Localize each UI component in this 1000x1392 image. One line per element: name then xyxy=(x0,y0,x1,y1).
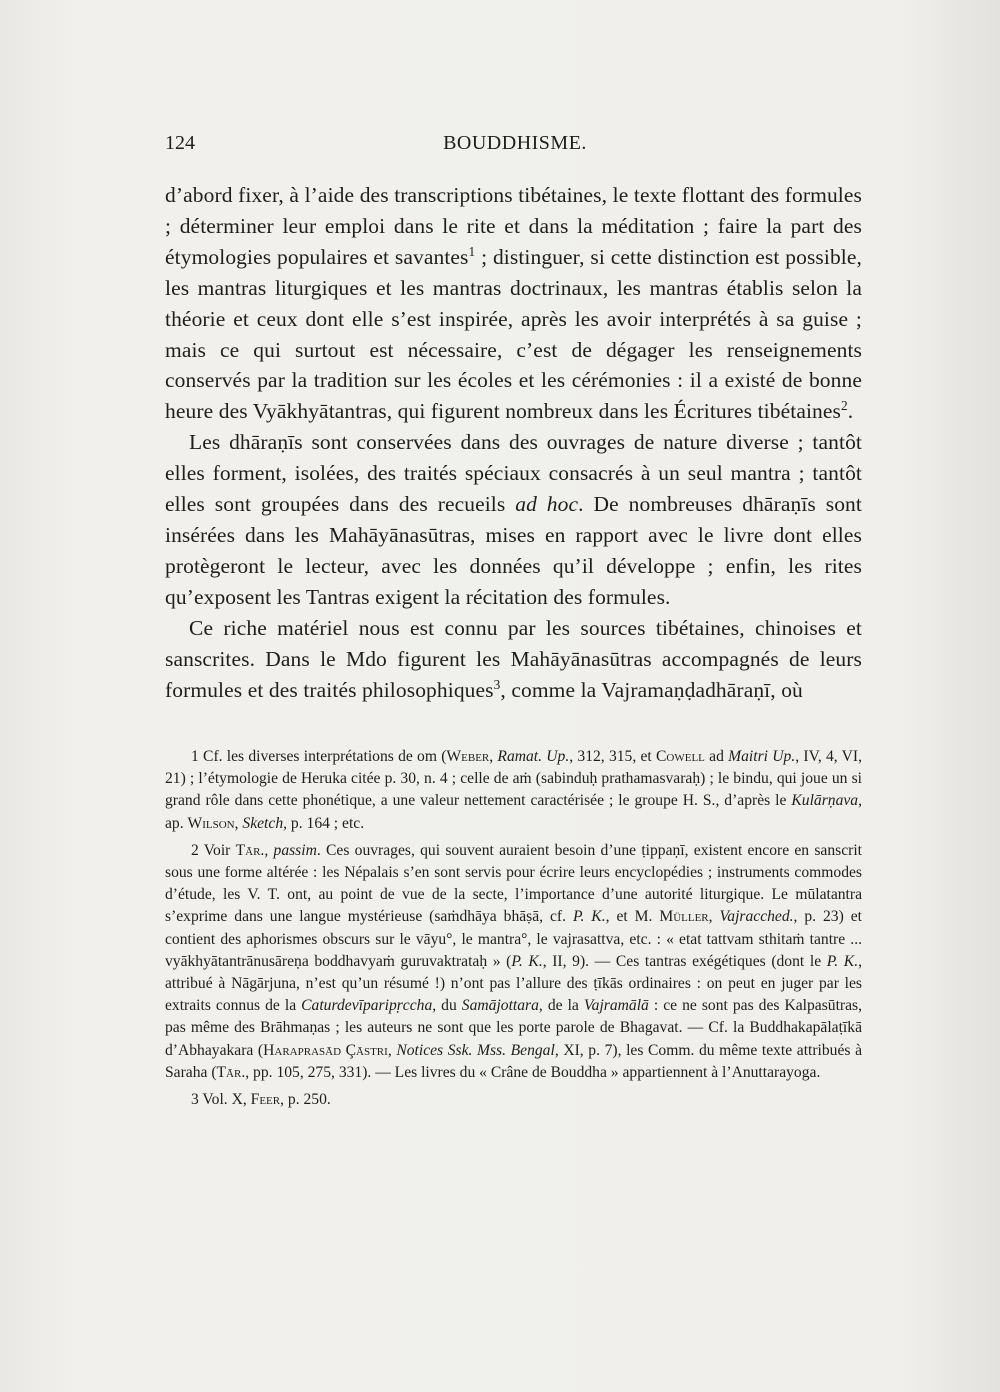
text-span: d’abord fixer, à l’aide des transcriptions tibétaines, le texte flottant des formules ; déterminer leur emploi dans le rite et dans la méditation ; faire la part des étymologies populaires et savantes xyxy=(165,183,862,269)
work-title: Caturdevīparipṛccha xyxy=(301,997,433,1015)
main-text xyxy=(165,180,862,705)
text-span: , XI, p. 7), les Comm. du même texte attribués à Saraha ( xyxy=(165,1041,862,1081)
author-name: Haraprasād Çāstri xyxy=(263,1041,388,1059)
text-span: , pp. 105, 275, 331). — Les livres du « Crâne de Bouddha » appartiennent à l’Anuttarayoga. xyxy=(245,1063,821,1081)
work-title: Vajracched. xyxy=(719,908,794,926)
author-name: Wilson xyxy=(187,814,235,832)
running-title: BOUDDHISME. xyxy=(443,132,587,154)
text-span: , xyxy=(264,841,274,859)
work-title: Notices Ssk. Mss. Bengal xyxy=(396,1041,555,1059)
footnote-ref-1: 1 xyxy=(468,243,476,259)
italic-span: passim xyxy=(273,841,317,859)
paragraph-1 xyxy=(165,180,862,427)
text-span: ; distinguer, si cette distinction est possible, les mantras liturgiques et les mantras doctrinaux, les mantras établis selon la théorie et ceux dont elle s’est inspirée, après les avoir interprétés à sa guise ; mais ce qui surtout est nécessaire, c’est de dégager les renseignements conservés par la tradition sur les écoles et les cérémonies : il a existé de bonne heure des Vyākhyātantras, qui figurent nombreux dans les Écritures tibétaines xyxy=(165,244,862,424)
author-name: Feer xyxy=(250,1091,281,1109)
footnote-number: 3 xyxy=(191,1091,199,1109)
author-name: Cowell xyxy=(656,748,705,765)
work-title: P. K. xyxy=(572,908,606,926)
text-span: , attribué à Nāgārjuna, n’est qu’un résumé !) n’ont pas l’allure des ṭīkās ordinaires : on peut en juger par les extraits connus de la xyxy=(165,952,862,1015)
page-header xyxy=(165,132,865,160)
footnote-number: 1 xyxy=(191,748,199,765)
text-span: , p. 250. xyxy=(280,1091,331,1109)
work-title: Ramat. Up. xyxy=(497,748,570,765)
footnote-1 xyxy=(165,746,862,835)
footnote-ref-2: 2 xyxy=(841,398,848,414)
footnote-3 xyxy=(165,1089,862,1111)
paragraph-2 xyxy=(165,427,862,612)
work-title: P. K. xyxy=(511,952,543,970)
text-span: , p. 23) et contient des aphorismes obscurs sur le vāyu°, le mantra°, le vajrasattva, etc. : « etat tattvam sthitaṁ tantre ... vyākhyātantrānusāreṇa boddhavyaṁ guruvaktrataḥ » ( xyxy=(165,908,862,970)
text-span: , ap. xyxy=(165,792,862,832)
page-number: 124 xyxy=(165,132,195,154)
footnote-2 xyxy=(165,840,862,1084)
text-span: : ce ne sont pas des Kalpasūtras, pas même des Brāhmaṇas ; les auteurs ne sont que les porte parole de Bhagavat. — Cf. la Buddhakapālaṭīkā d’Abhayakara ( xyxy=(165,997,862,1059)
text-span: , et M. xyxy=(605,908,660,926)
text-span: ad xyxy=(704,748,729,765)
work-title: Samājottara xyxy=(461,997,539,1015)
footnotes xyxy=(165,746,862,1116)
work-title: Vajramālā xyxy=(583,997,649,1015)
text-span: , xyxy=(234,814,243,832)
text-span: , IV, 4, VI, 21) ; l’étymologie de Heruka citée p. 30, n. 4 ; celle de aṁ (sabinduḥ prathamasvaraḥ) ; le bindu, qui joue un si grand rôle dans cette phonétique, a une valeur nettement caractérisée ; le groupe H. S., d’après le xyxy=(165,748,862,810)
text-span: , xyxy=(387,1041,397,1059)
author-name: Weber xyxy=(446,748,490,765)
paragraph-3 xyxy=(165,613,862,706)
work-title: Maitri Up. xyxy=(728,748,796,765)
italic-span: ad hoc xyxy=(515,492,579,517)
author-name: Müller xyxy=(659,908,709,926)
text-span: , de la xyxy=(538,997,584,1015)
text-span: , II, 9). — Ces tantras exégétiques (dont le xyxy=(542,952,827,970)
text-span: . Ces ouvrages, qui souvent auraient besoin d’une ṭippaṇī, existent encore en sanscrit sous une forme altérée : les Népalais s’en sont servis pour écrire leurs encyclopédies ; instruments commodes d’étude, les V. T. ont, au point de vue de la secte, l’importance d’une autorité liturgique. Le mūlatantra s’exprime dans une langue mystérieuse (saṁdhāya bhāṣā, cf. xyxy=(165,841,862,926)
abbreviation: Tār. xyxy=(216,1063,246,1081)
text-span: , p. 164 ; etc. xyxy=(283,814,365,832)
text-span: , xyxy=(489,748,498,765)
text-span: Vol. X, xyxy=(198,1091,251,1109)
text-span: , 312, 315, et xyxy=(569,748,657,765)
work-title: Sketch xyxy=(242,814,284,832)
abbreviation: Tār. xyxy=(235,841,265,859)
text-span: Les dhāraṇīs sont conservées dans des ouvrages de nature diverse ; tantôt elles forment, isolées, des traités spéciaux consacrés à un seul mantra ; tantôt elles sont groupées dans des recueils xyxy=(165,430,862,517)
work-title: Kulārṇava xyxy=(791,792,859,810)
text-span: Ce riche matériel nous est connu par les sources tibétaines, chinoises et sanscrites. Dans le Mdo figurent les Mahāyānasūtras accompagnés de leurs formules et des traités philosophiques xyxy=(165,615,862,702)
text-span: Voir xyxy=(198,841,236,859)
work-title: P. K. xyxy=(826,952,859,970)
text-span: . xyxy=(847,399,854,424)
text-span: , comme la Vajramaṇḍadhāraṇī, où xyxy=(500,677,803,702)
footnote-number: 2 xyxy=(191,841,199,859)
text-span: , xyxy=(708,908,720,926)
text-span: . De nombreuses dhāraṇīs sont insérées dans les Mahāyānasūtras, mises en rapport avec le livre dont elles protègeront le lecteur, avec les données qu’il développe ; enfin, les rites qu’exposent les Tantras exigent la récitation des formules. xyxy=(165,492,862,609)
footnote-ref-3: 3 xyxy=(493,676,501,692)
text-span: , du xyxy=(432,997,462,1015)
text-span: Cf. les diverses interprétations de om ( xyxy=(198,748,447,765)
